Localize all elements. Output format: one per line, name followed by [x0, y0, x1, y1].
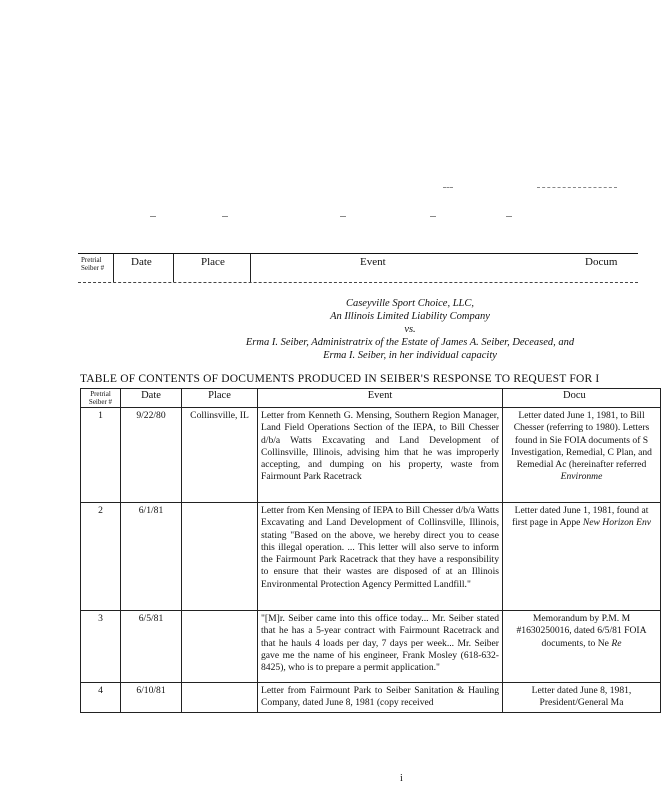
documents-text: Memorandum by P.M. M #1630250016, dated 6/5/81 FOIA documents, to Ne — [516, 613, 647, 649]
ghost-line — [222, 216, 228, 218]
row-date: 6/1/81 — [121, 503, 182, 611]
ghost-line — [340, 216, 346, 218]
table-row — [81, 408, 661, 503]
documents-title: Re — [611, 637, 622, 649]
row-date: 9/22/80 — [121, 408, 182, 503]
row-place: Collinsville, IL — [182, 408, 258, 503]
header-date: Date — [131, 256, 152, 268]
case-caption-line: An Illinois Limited Liability Company — [330, 311, 490, 322]
header-documents: Docum — [585, 256, 618, 268]
case-caption-line: vs. — [404, 324, 416, 335]
ghost-line — [537, 187, 617, 189]
row-event: Letter from Kenneth G. Mensing, Southern Region Manager, Land Field Operations Section of the IEPA, to Bill Chesser d/b/a Watts Excavating and Land Development of Collinsville, Illinois, advising him that he was improperly accepting, and dumping on his property, waste from Fairmount Park Racetrack — [258, 408, 503, 503]
page-number: i — [400, 773, 403, 784]
row-documents — [503, 611, 661, 683]
case-caption-line: Caseyville Sport Choice, LLC, — [345, 298, 475, 309]
table-header-row — [81, 389, 661, 408]
divider — [250, 254, 251, 282]
header-exhibit: Pretrial Seiber # — [81, 256, 105, 272]
table-row — [81, 683, 661, 713]
documents-title: Environme — [560, 471, 603, 483]
row-documents — [503, 408, 661, 503]
table-title: TABLE OF CONTENTS OF DOCUMENTS PRODUCED IN SEIBER'S RESPONSE TO REQUEST FOR I — [80, 373, 600, 385]
row-date: 6/10/81 — [121, 683, 182, 713]
case-caption-line: Erma I. Seiber, in her individual capacity — [323, 350, 497, 361]
row-place — [182, 503, 258, 611]
row-event: Letter from Fairmount Park to Seiber Sanitation & Hauling Company, dated June 8, 1981 (copy received — [258, 683, 503, 713]
row-documents — [503, 683, 661, 713]
documents-table — [80, 388, 661, 713]
header-place: Place — [201, 256, 225, 268]
column-header: Pretrial Seiber # — [81, 389, 121, 408]
ghost-line — [150, 216, 156, 218]
exhibit-number: 4 — [81, 683, 121, 713]
ghost-line — [430, 216, 436, 218]
row-event: "[M]r. Seiber came into this office today... Mr. Seiber stated that he has a 5-year contract with Fairmount Racetrack and that he hauls 4 loads per day, 7 days per week... Mr. Seiber gave me the name of his engineer, Frank Mosley (618-632-8425), who is to prepare a permit application." — [258, 611, 503, 683]
column-header: Event — [258, 389, 503, 408]
row-event: Letter from Ken Mensing of IEPA to Bill Chesser d/b/a Watts Excavating and Land Development of Collinsville, Illinois, stating "Based on the above, we hereby direct you to cease this illegal operation. ... This letter will also serve to inform the Fairmount Park Racetrack that they have a responsibility to ensure that their wastes are disposed of at an Illinois Environmental Protection Agency Permitted Landfill." — [258, 503, 503, 611]
documents-text: Letter dated June 8, 1981, President/General Ma — [531, 685, 632, 709]
divider — [113, 254, 114, 282]
row-place — [182, 611, 258, 683]
documents-text: Letter dated June 1, 1981, found at first page in Appe — [511, 505, 649, 529]
row-place — [182, 683, 258, 713]
header-event: Event — [360, 256, 386, 268]
ghost-header-row — [78, 253, 638, 283]
column-header: Date — [121, 389, 182, 408]
documents-text: Letter dated June 1, 1981, to Bill Chesser (referring to 1980). Letters found in Sie FOIA documents of S Investigation, Remedial, C Plan, and Remedial Ac (hereinafter referred — [511, 410, 652, 471]
row-documents — [503, 503, 661, 611]
table-row — [81, 611, 661, 683]
exhibit-number: 3 — [81, 611, 121, 683]
column-header: Place — [182, 389, 258, 408]
exhibit-number: 1 — [81, 408, 121, 503]
ghost-line — [506, 216, 512, 218]
table-row — [81, 503, 661, 611]
row-date: 6/5/81 — [121, 611, 182, 683]
exhibit-number: 2 — [81, 503, 121, 611]
column-header: Docu — [503, 389, 661, 408]
divider — [173, 254, 174, 282]
ghost-line — [443, 187, 453, 189]
case-caption-line: Erma I. Seiber, Administratrix of the Estate of James A. Seiber, Deceased, and — [245, 337, 575, 348]
documents-title: New Horizon Env — [582, 517, 652, 529]
